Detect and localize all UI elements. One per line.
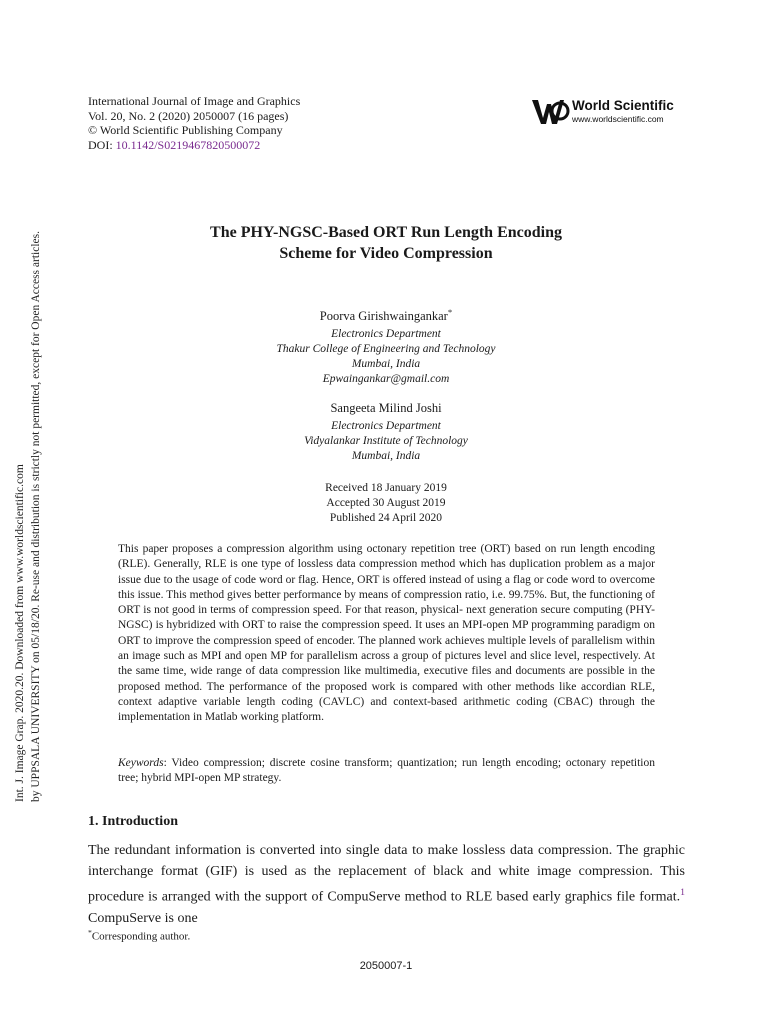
journal-copyright: © World Scientific Publishing Company xyxy=(88,123,283,137)
author-name: Sangeeta Milind Joshi xyxy=(330,401,442,415)
author-block-1 xyxy=(88,304,684,387)
title-line-1: The PHY-NGSC-Based ORT Run Length Encoding xyxy=(210,224,562,241)
paper-title xyxy=(88,222,684,264)
publisher-logo xyxy=(530,94,690,128)
author-institution: Vidyalankar Institute of Technology xyxy=(304,435,468,447)
journal-name: International Journal of Image and Graphics xyxy=(88,94,301,108)
world-scientific-logo-icon xyxy=(530,94,570,128)
author-dept: Electronics Department xyxy=(331,328,441,341)
published-date: Published 24 April 2020 xyxy=(329,512,443,524)
download-notice-line-2: by UPPSALA UNIVERSITY on 05/18/20. Re-use and distribution is strictly not permitted, except for Open Access articles. xyxy=(30,231,42,802)
reference-link[interactable]: 1 xyxy=(680,887,685,898)
keywords xyxy=(118,756,655,786)
author-email[interactable]: Epwaingankar@gmail.com xyxy=(322,373,450,386)
author-block-2 xyxy=(88,400,684,464)
footnote: *Corresponding author. xyxy=(88,928,191,943)
logo-url: www.worldscientific.com xyxy=(572,114,664,124)
keywords-label: Keywords xyxy=(118,757,164,769)
accepted-date: Accepted 30 August 2019 xyxy=(326,497,446,509)
author-location: Mumbai, India xyxy=(351,358,421,371)
logo-brand: World Scientific xyxy=(572,98,674,113)
author-institution: Thakur College of Engineering and Technology xyxy=(276,343,496,356)
title-line-2: Scheme for Video Compression xyxy=(279,245,493,262)
page-number: 2050007-1 xyxy=(359,960,413,972)
journal-info xyxy=(88,94,300,152)
received-date: Received 18 January 2019 xyxy=(325,482,447,494)
doi-link[interactable]: 10.1142/S0219467820500072 xyxy=(115,137,261,152)
introduction-text: The redundant information is converted into single data to make lossless data compression. The graphic interchange format (GIF) is used as the replacement of black and white image compression. This procedure is arranged with the support of CompuServe method to RLE based early graphics file format.$^1$ CompuServe is one xyxy=(88,843,685,926)
abstract: This paper proposes a compression algorithm using octonary repetition tree (ORT) based on run length encoding (RLE). Generally, RLE is one type of lossless data compression method which has duplication problem as a major issue due to the usage of code word or flag. Hence, ORT is offered instead of using a flag or code word to overcome this issue. This method gives better performance by means of compression ratio, i.e. 99.75%. But, the functioning of ORT is not good in terms of compression speed. For that reason, physical- next generation secure computing (PHY-NGSC) is hybridized with ORT to raise the compression speed. It uses an MPI-open MP programming paradigm on ORT to improve the compression speed of encoder. The planned work achieves multiple levels of parallelism within an image such as MPI and open MP for parallelism across a group of pictures level and slice level, respectively. At the same time, wide range of data compression like multimedia, executive files and documents are possible in the proposed method. The performance of the proposed work is compared with other methods like accordian RLE, context adaptive variable length coding (CAVLC) and context-based arithmetic coding (CBAC) through the implementation in Matlab working platform. xyxy=(118,543,655,724)
keywords-text: : Video compression; discrete cosine transform; quantization; run length encoding; octonary repetition tree; hybrid MPI-open MP strategy. xyxy=(118,757,655,784)
author-dept: Electronics Department xyxy=(331,420,441,432)
section-heading: 1. Introduction xyxy=(88,814,178,829)
download-notice xyxy=(12,202,48,802)
journal-doi xyxy=(88,138,300,153)
journal-volume: Vol. 20, No. 2 (2020) 2050007 (16 pages) xyxy=(88,108,289,123)
author-location: Mumbai, India xyxy=(351,450,421,462)
author-name: Poorva Girishwaingankar* xyxy=(319,307,453,324)
download-notice-line-1: Int. J. Image Grap. 2020.20. Downloaded from www.worldscientific.com xyxy=(14,464,26,802)
doi-label: DOI: xyxy=(88,137,113,152)
publication-dates xyxy=(88,481,684,526)
